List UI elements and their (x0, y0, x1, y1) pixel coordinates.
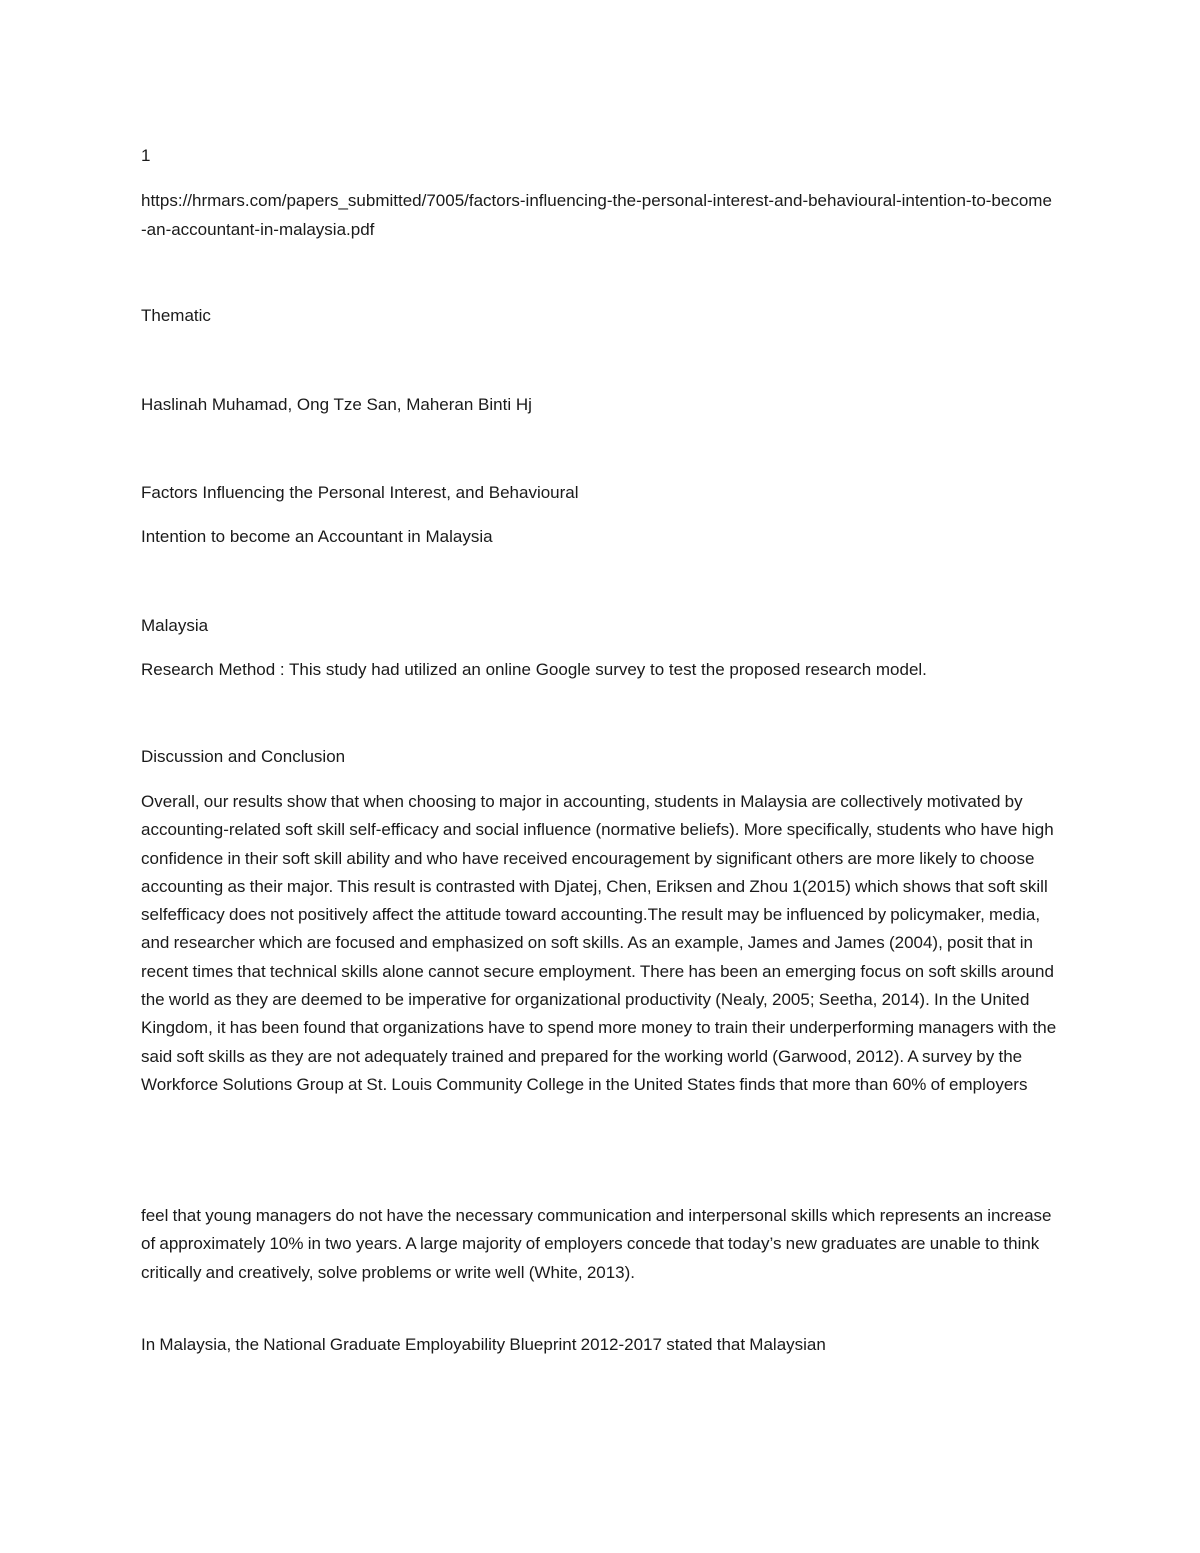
title-line-1: Factors Influencing the Personal Interest, and Behavioural (141, 483, 579, 502)
category-label: Thematic (141, 306, 211, 325)
section-heading: Discussion and Conclusion (141, 747, 346, 766)
authors: Haslinah Muhamad, Ong Tze San, Maheran Binti Hj (141, 395, 532, 414)
body-paragraph-2: feel that young managers do not have the necessary communication and interpersonal skills which represents an increase of approximately 10% in two years. A large majority of employers concede that today’s new graduates are unable to think critically and creatively, solve problems or write well (White, 2013). (141, 1206, 1052, 1282)
source-url[interactable]: https://hrmars.com/papers_submitted/7005/factors-influencing-the-personal-interest-and-behavioural-intention-to-become-an-accountant-in-malaysia.pdf (141, 191, 1052, 239)
body-paragraph-1: Overall, our results show that when choosing to major in accounting, students in Malaysia are collectively motivated by accounting-related soft skill self-efficacy and social influence (normative beliefs). More specifically, students who have high confidence in their soft skill ability and who have received encouragement by significant others are more likely to choose accounting as their major. This result is contrasted with Djatej, Chen, Eriksen and Zhou 1(2015) which shows that soft skill selfefficacy does not positively affect the attitude toward accounting.The result may be influenced by policymaker, media, and researcher which are focused and emphasized on soft skills. As an example, James and James (2004), posit that in recent times that technical skills alone cannot secure employment. There has been an emerging focus on soft skills around the world as they are deemed to be imperative for organizational productivity (Nealy, 2005; Seetha, 2014). In the United Kingdom, it has been found that organizations have to spend more money to train their underperforming managers with the said soft skills as they are not adequately trained and prepared for the working world (Garwood, 2012). A survey by the Workforce Solutions Group at St. Louis Community College in the United States finds that more than 60% of employers (141, 792, 1057, 1094)
title-line-2: Intention to become an Accountant in Malaysia (141, 527, 493, 546)
research-method: Research Method : This study had utilized an online Google survey to test the proposed research model. (141, 660, 927, 679)
page-number: 1 (141, 146, 151, 165)
body-paragraph-3: In Malaysia, the National Graduate Employability Blueprint 2012-2017 stated that Malaysian (141, 1335, 826, 1354)
country: Malaysia (141, 616, 209, 635)
